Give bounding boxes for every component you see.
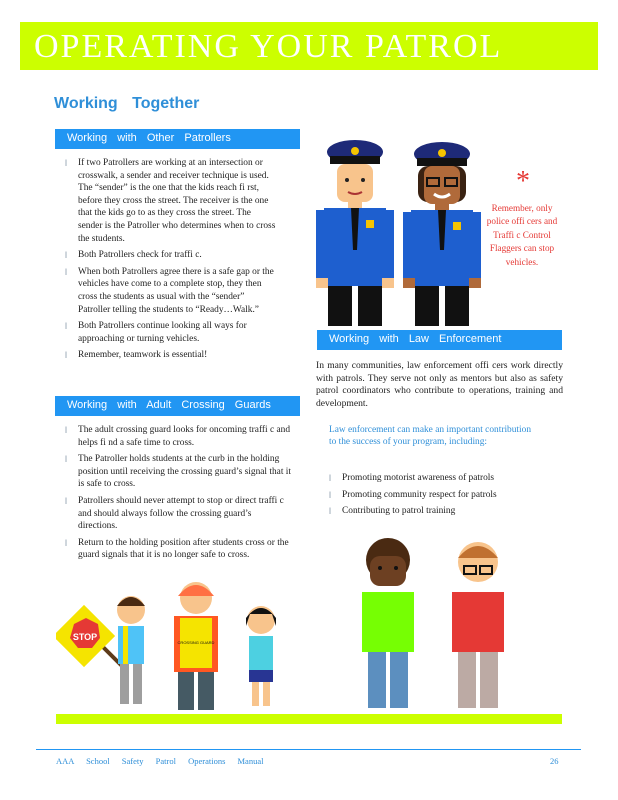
patrollers-and-guard-illustration [56, 570, 286, 720]
police-officer-male [316, 140, 394, 326]
students-illustration [350, 528, 520, 714]
list-item: l Patrollers should never attempt to stop or direct traffi c and should always follow the crossing guard’s directions. [65, 495, 293, 533]
vest-label: CROSSING GUARD [177, 640, 215, 645]
adult-crossing-guard [174, 582, 218, 710]
boy-patroller [117, 596, 145, 704]
title-banner [20, 22, 598, 70]
ground-strip [56, 714, 562, 724]
page-title: Working Together [54, 95, 200, 112]
law-enforcement-list [329, 472, 559, 522]
student-red-shirt [452, 542, 504, 708]
police-reminder-note: Remember, only police offi cers and Traffi c Control Flaggers can stop vehicles. [486, 203, 558, 267]
crossing-guards-list [65, 424, 293, 566]
other-patrollers-list [65, 157, 277, 366]
girl-student [246, 606, 276, 706]
list-item: l Both Patrollers check for traffi c. [65, 249, 277, 262]
asterisk-icon: * [516, 166, 530, 197]
list-item: l The Patroller holds students at the curb in the holding position until receiving the crossing guard’s signal that it is safe to cross. [65, 453, 293, 491]
section-heading-crossing-guards: Working with Adult Crossing Guards [55, 396, 300, 416]
law-enforcement-paragraph: In many communities, law enforcement offi cers work directly with patrols. They serve not only as mentors but also as safety patrol coordinators who contribute to operations, training and development. [316, 360, 563, 409]
banner-title: OPERATING YOUR PATROL [34, 28, 503, 65]
list-item: l Promoting community respect for patrols [329, 489, 559, 502]
list-item: l Both Patrollers continue looking all ways for approaching or turning vehicles. [65, 320, 277, 345]
list-item: l Promoting motorist awareness of patrols [329, 472, 559, 485]
police-officer-female [403, 142, 481, 326]
student-green-shirt [362, 538, 414, 708]
police-officers-illustration [310, 132, 490, 332]
law-enforcement-intro: Law enforcement can make an important contribution to the success of your program, including: [329, 425, 532, 448]
footer-divider [36, 749, 581, 750]
page-number: 26 [550, 756, 559, 766]
section-heading-law-enforcement: Working with Law Enforcement [317, 330, 562, 350]
list-item: l Remember, teamwork is essential! [65, 349, 277, 362]
stop-sign-icon [56, 605, 126, 670]
footer-title: AAA School Safety Patrol Operations Manual [56, 756, 264, 766]
stop-sign-label: STOP [72, 632, 98, 642]
section-heading-other-patrollers: Working with Other Patrollers [55, 129, 300, 149]
list-item: l Return to the holding position after students cross or the guard signals that it is no longer safe to cross. [65, 537, 293, 562]
list-item: l The adult crossing guard looks for oncoming traffi c and helps fi nd a safe time to cross. [65, 424, 293, 449]
list-item: l If two Patrollers are working at an intersection or crosswalk, a sender and receiver technique is used. The “sender” is the one that the kids reach fi rst, before they cross the street. The receiver is the one that the kids go to as they cross the street. The sender is the Patroller who determines when to cross the students. [65, 157, 277, 245]
list-item: l When both Patrollers agree there is a safe gap or the vehicles have come to a complete stop, they then cross the students as usual with the “sender” Patroller telling the students to “Ready…Walk.” [65, 266, 277, 316]
list-item: l Contributing to patrol training [329, 505, 559, 518]
